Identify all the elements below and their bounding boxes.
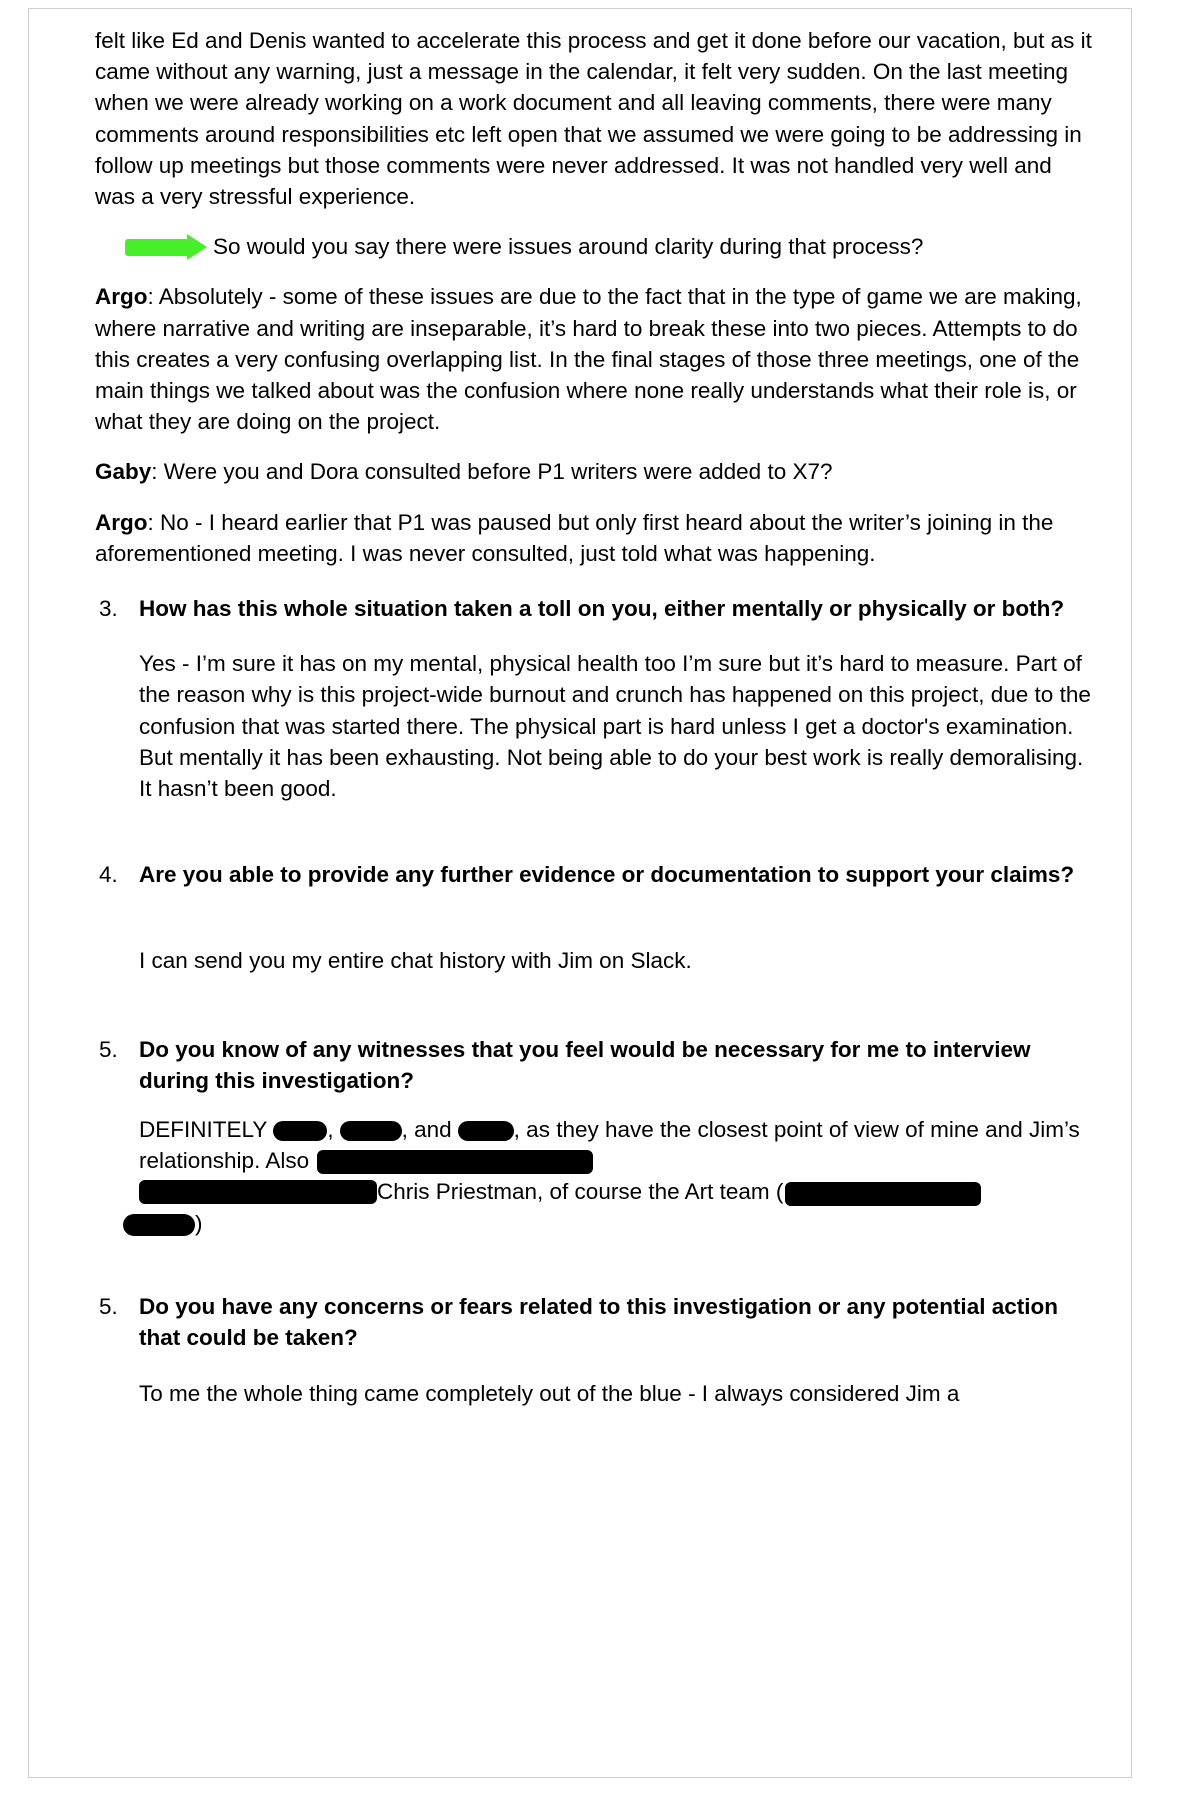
question-text-5b: Do you have any concerns or fears related to this investigation or any potential action that could be taken? — [139, 1293, 1058, 1351]
answer-4-text: I can send you my entire chat history with Jim on Slack. — [139, 948, 692, 974]
question-text-3: How has this whole situation taken a toll on you, either mentally or physically or both? — [139, 596, 1065, 622]
answer-3-text: Yes - I’m sure it has on my mental, physical health too I’m sure but it’s hard to measure. Part of the reason why is this project-wide burnout and crunch has happened on this project, due to the confusion that was started there. The physical part is hard unless I get a doctor's examination. But mentally it has been exhausting. Not being able to do your best work is really demoralising. It hasn’t been good. — [139, 651, 1091, 802]
redaction-block-7 — [123, 1214, 195, 1236]
highlighted-question-text: So would you say there were issues around clarity during that process? — [213, 234, 924, 260]
answer-3 — [95, 648, 1095, 804]
speaker-label-gaby: Gaby — [95, 459, 152, 485]
answer-5a-line-3 — [139, 1208, 1095, 1239]
green-arrow-highlight-icon — [125, 237, 207, 257]
question-number-3: 3. — [99, 596, 118, 622]
answer-5b-text: To me the whole thing came completely out of the blue - I always considered Jim a — [139, 1381, 960, 1407]
continued-answer-text: felt like Ed and Denis wanted to accelerate this process and get it done before our vacation, but as it came without any warning, just a message in the calendar, it felt very sudden. On the last meeting when we were already working on a work document and all leaving comments, there were many comments around responsibilities etc left open that we assumed we were going to be addressing in follow up meetings but those comments were never addressed. It was not handled very well and was a very stressful experience. — [95, 28, 1092, 210]
speaker-label-argo-2: Argo — [95, 509, 148, 535]
answer-5a-text-4: , as they have the closest point of view of mine and Jim’s relationship. Also — [139, 1117, 1080, 1174]
paragraph-continued-answer — [95, 25, 1095, 212]
answer-5a-line-2 — [139, 1176, 1095, 1207]
argo-answer-1-text: : Absolutely - some of these issues are due to the fact that in the type of game we are making, where narrative and writing are inseparable, it’s hard to break these into two pieces. Attempts to do this creates a very confusing overlapping list. In the final stages of those three meetings, one of the main things we talked about was the confusion where none really understands what their role is, or what they are doing on the project. — [95, 284, 1082, 435]
redaction-name-1 — [273, 1121, 327, 1141]
argo-answer-2-text: : No - I heard earlier that P1 was paused but only first heard about the writer’s joining in the aforementioned meeting. I was never consulted, just told what was happening. — [95, 509, 1054, 566]
document-body — [95, 25, 1095, 1429]
redaction-name-2 — [340, 1121, 402, 1141]
speaker-label-argo-1: Argo — [95, 284, 148, 310]
question-number-4: 4. — [99, 862, 118, 888]
answer-5a-text-6: ) — [195, 1210, 203, 1236]
answer-5a-line-1 — [139, 1114, 1095, 1176]
paragraph-highlighted-question — [95, 231, 1095, 262]
question-item-3 — [95, 593, 1095, 624]
answer-5a-text-5: Chris Priestman, of course the Art team ( — [377, 1179, 784, 1205]
question-number-5b: 5. — [99, 1293, 118, 1319]
paragraph-argo-answer-1 — [95, 281, 1095, 437]
redaction-block-6 — [785, 1182, 981, 1206]
answer-5a-text-2: , — [327, 1117, 334, 1143]
answer-5b — [95, 1378, 1095, 1409]
question-text-4: Are you able to provide any further evidence or documentation to support your claims? — [139, 862, 1075, 888]
redaction-block-5 — [139, 1180, 377, 1204]
paragraph-gaby-question — [95, 456, 1095, 487]
question-item-5b — [95, 1291, 1095, 1353]
paragraph-argo-answer-2 — [95, 507, 1095, 569]
question-item-4 — [95, 859, 1095, 890]
answer-5a — [95, 1114, 1095, 1239]
answer-4 — [95, 945, 1095, 976]
gaby-question-text: : Were you and Dora consulted before P1 writers were added to X7? — [151, 459, 833, 485]
redaction-name-3 — [458, 1121, 514, 1141]
answer-5a-text-3: , and — [401, 1117, 452, 1143]
question-item-5a — [95, 1034, 1095, 1096]
question-number-5a: 5. — [99, 1036, 118, 1062]
answer-5a-text-1: DEFINITELY — [139, 1117, 268, 1143]
question-text-5a: Do you know of any witnesses that you feel would be necessary for me to interview during this investigation? — [139, 1036, 1031, 1093]
document-page — [28, 8, 1132, 1778]
redaction-block-4 — [317, 1150, 593, 1174]
